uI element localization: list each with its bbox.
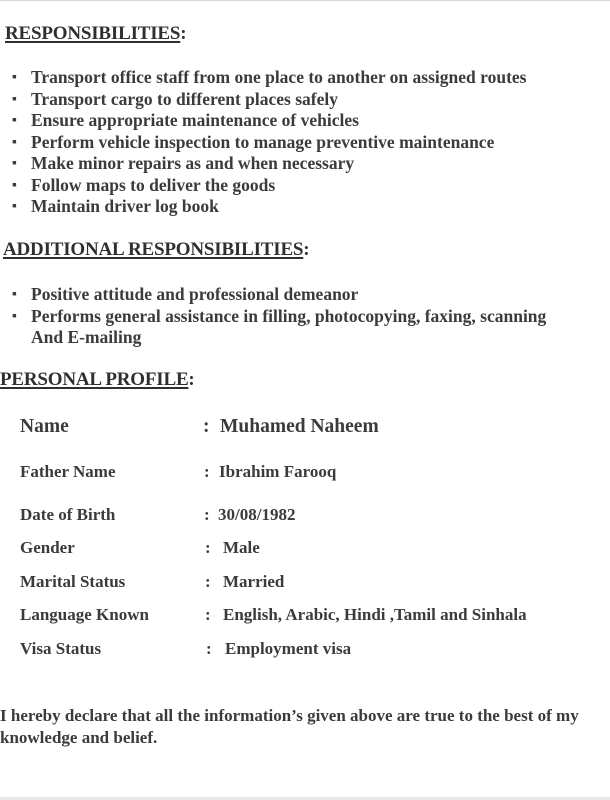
personal-profile-heading — [0, 369, 195, 391]
profile-heading-colon: : — [188, 369, 195, 390]
list-item — [12, 110, 526, 132]
responsibilities-list — [12, 67, 526, 218]
list-item-text: Ensure appropriate maintenance of vehicles — [31, 110, 359, 130]
profile-label: Visa Status — [20, 639, 102, 658]
profile-value: English, Arabic, Hindi ,Tamil and Sinhala — [223, 605, 527, 624]
list-item — [12, 132, 526, 154]
list-item-text: Follow maps to deliver the goods — [31, 174, 276, 195]
profile-value: Married — [223, 572, 285, 591]
profile-colon: : — [206, 639, 212, 658]
profile-colon: : — [205, 538, 211, 557]
list-item — [12, 306, 546, 349]
profile-colon: : — [204, 505, 210, 524]
list-item-text: Perform vehicle inspection to manage preventive maintenance — [31, 131, 495, 152]
responsibilities-heading-colon: : — [180, 23, 187, 44]
profile-value: Male — [223, 538, 260, 557]
bullet-icon: ▪ — [12, 199, 17, 214]
profile-label: Name — [20, 416, 69, 437]
additional-heading-text: ADDITIONAL RESPONSIBILITIES — [3, 239, 304, 260]
list-item — [12, 284, 546, 306]
list-item-text: Transport cargo to different places safely — [31, 88, 339, 109]
bullet-icon: ▪ — [12, 91, 17, 107]
bullet-icon: ▪ — [12, 177, 17, 193]
list-item — [12, 196, 526, 218]
list-item-text: Performs general assistance in filling, photocopying, faxing, scanning And E-mailing — [31, 305, 547, 347]
list-item — [12, 153, 526, 175]
profile-colon: : — [203, 416, 210, 437]
profile-value: Muhamed Naheem — [220, 416, 379, 437]
additional-responsibilities-heading — [3, 239, 309, 261]
profile-label: Marital Status — [20, 572, 126, 591]
additional-responsibilities-list — [12, 284, 546, 349]
profile-value: Employment visa — [225, 639, 352, 658]
bullet-icon: ▪ — [12, 156, 17, 171]
profile-label: Gender — [20, 538, 75, 557]
responsibilities-heading — [5, 23, 186, 45]
additional-heading-colon: : — [303, 239, 310, 260]
profile-value: Ibrahim Farooq — [219, 462, 337, 481]
list-item — [12, 89, 526, 111]
list-item — [12, 175, 526, 197]
list-item-text: Maintain driver log book — [31, 196, 219, 216]
list-item-text: Make minor repairs as and when necessary — [31, 153, 355, 173]
list-item-text: Transport office staff from one place to another on assigned routes — [31, 67, 527, 87]
bullet-icon: ▪ — [12, 134, 17, 150]
profile-colon: : — [205, 572, 211, 591]
profile-label: Language Known — [20, 605, 149, 624]
bullet-icon: ▪ — [12, 308, 17, 324]
declaration-text: I hereby declare that all the information’s given above are true to the best of my knowledge and belief. — [0, 706, 579, 747]
profile-colon: : — [204, 462, 210, 481]
bullet-icon: ▪ — [12, 287, 17, 302]
bullet-icon: ▪ — [12, 70, 17, 85]
bullet-icon: ▪ — [12, 113, 17, 128]
profile-heading-text: PERSONAL PROFILE — [0, 369, 189, 390]
list-item — [12, 67, 526, 89]
responsibilities-heading-text: RESPONSIBILITIES — [5, 23, 181, 44]
profile-label: Father Name — [20, 462, 116, 481]
profile-colon: : — [205, 605, 211, 624]
list-item-text: Positive attitude and professional demeanor — [31, 284, 359, 304]
profile-label: Date of Birth — [20, 505, 116, 524]
profile-value: 30/08/1982 — [218, 505, 296, 524]
